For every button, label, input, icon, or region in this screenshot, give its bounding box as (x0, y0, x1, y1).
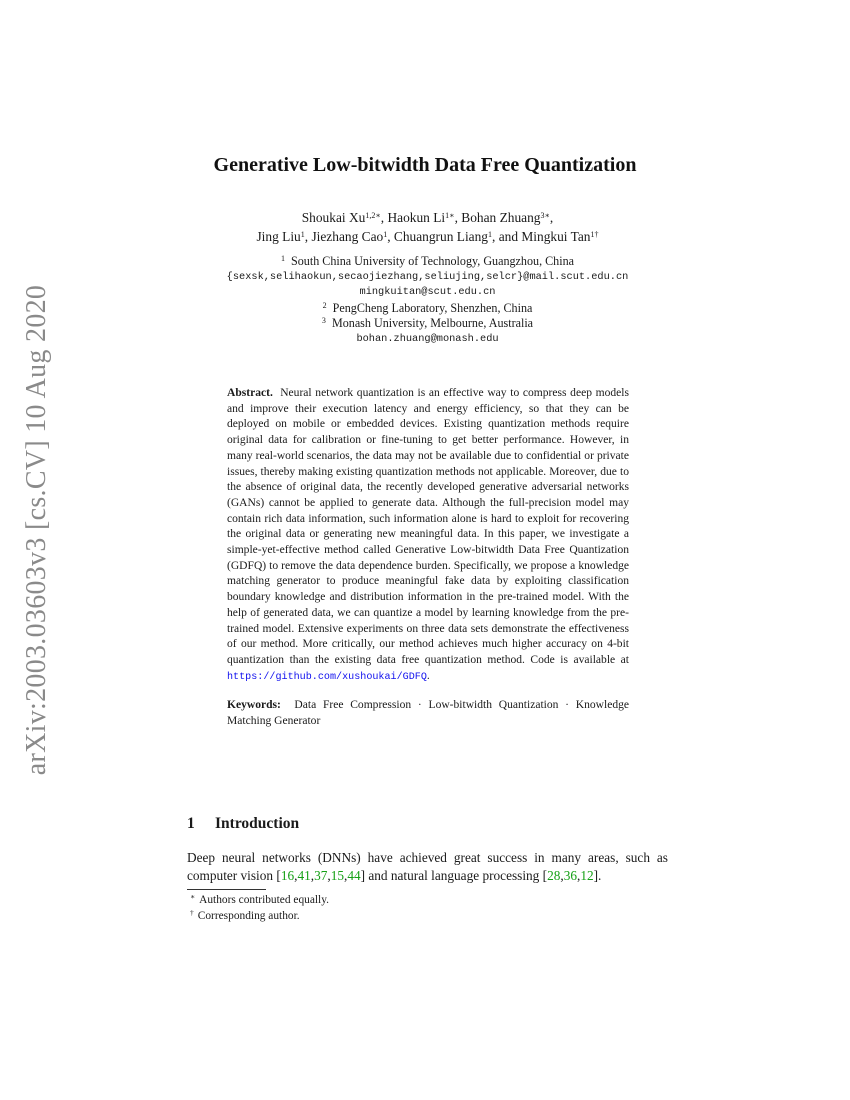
abstract-end: . (426, 669, 430, 682)
abstract-text: Neural network quantization is an effective way to compress deep models and improve their execution latency and energy efficiency, so that they can be deployed on mobile or embedded devices. Existing quantization methods require original data for calibration or fine-tuning to get better performance. However, in many real-world scenarios, the data may not be available due to confidential or private issues, thereby making existing quantization methods not applicable. Moreover, due to the absence of original data, the recently developed generative adversarial networks (GANs) cannot be applied to generate data. Although the full-precision model may contain rich data information, such information alone is hard to exploit for recovering the original data or generating new meaningful data. In this paper, we investigate a simple-yet-effective method called Generative Low-bitwidth Data Free Quantization (GDFQ) to remove the data dependence burden. Specifically, we propose a knowledge matching generator to produce meaningful fake data by exploiting classification boundary knowledge and distribution information in the pre-trained model. With the help of generated data, we can quantize a model by learning knowledge from the pre-trained model. Extensive experiments on three data sets demonstrate the effectiveness of our method. More critically, our method achieves much higher accuracy on 4-bit quantization than the existing data free quantization method. Code is available at (227, 387, 629, 666)
footnote-mark: ∗ (190, 892, 196, 901)
abstract-label: Abstract. (227, 387, 273, 399)
author-sep: , (380, 210, 388, 225)
abstract-block (227, 386, 629, 730)
footnote (190, 909, 329, 925)
author-name: Shoukai Xu (301, 210, 366, 225)
citation-link[interactable]: 44 (347, 868, 361, 883)
author-sep: , (387, 229, 394, 244)
author-name: Jiezhang Cao (311, 229, 384, 244)
author-name: Bohan Zhuang (461, 210, 541, 225)
author-sep: , (304, 229, 312, 244)
author-sep: , (549, 210, 554, 225)
citation-link[interactable]: 37 (314, 868, 328, 883)
author-sep: , (454, 210, 462, 225)
keywords-text: Data Free Compression · Low-bitwidth Quantization · Knowledge Matching Generator (227, 699, 629, 728)
affiliation-3 (0, 316, 850, 332)
affil-name: Monash University, Melbourne, Australia (331, 316, 534, 331)
citation-link[interactable]: 16 (280, 868, 295, 883)
intro-text: ] and natural language processing [ (360, 868, 548, 883)
intro-text: Deep neural networks (DNNs) have achieved great success in many areas, such as computer vision [ (187, 850, 668, 883)
affil-name: PengCheng Laboratory, Shenzhen, China (332, 300, 533, 315)
affil-name: South China University of Technology, Guangzhou, China (291, 254, 575, 268)
author-mark: 1 (488, 230, 492, 239)
citation-link[interactable]: 36 (563, 868, 577, 883)
footnote-rule (187, 889, 266, 890)
affiliations (0, 254, 850, 348)
arxiv-identifier: arXiv:2003.03603v3 [cs.CV] 10 Aug 2020 (21, 284, 52, 776)
footnote (190, 893, 329, 909)
author-mark: 3∗ (540, 211, 550, 220)
author-mark: 1∗ (445, 211, 455, 220)
citation-link[interactable]: 28 (547, 868, 561, 883)
author-name: Chuangrun Liang (393, 229, 488, 244)
keywords-paragraph (227, 698, 629, 729)
intro-text: ]. (593, 868, 602, 883)
author-mark: 1 (300, 230, 305, 239)
citation-link[interactable]: 15 (330, 868, 344, 883)
affiliation-2 (0, 301, 850, 317)
intro-paragraph: Deep neural networks (DNNs) have achieved great success in many areas, such as computer vision [16,41,37,15,44] and natural language processing [28,36,12]. (187, 850, 668, 883)
footnote-text: Authors contributed equally. (199, 894, 330, 906)
footnote-mark: † (190, 907, 194, 917)
author-name: Jing Liu (256, 229, 301, 244)
author-mark: 1,2∗ (365, 211, 381, 220)
section-title: Introduction (215, 815, 300, 832)
author-mark: 1 (383, 230, 388, 239)
section-number: 1 (187, 815, 195, 832)
citation-link[interactable]: 12 (580, 868, 594, 883)
author-line-1 (0, 208, 850, 227)
author-sep: , and (492, 229, 522, 244)
code-link[interactable]: https://github.com/xushoukai/GDFQ (227, 671, 427, 683)
affil-email: {sexsk,selihaokun,secaojiezhang,seliujing,selcr}@mail.scut.edu.cn (226, 270, 629, 283)
affil-email: bohan.zhuang@monash.edu (356, 332, 499, 345)
affiliation-1 (0, 254, 850, 270)
citation-link[interactable]: 41 (297, 868, 311, 883)
author-list (0, 208, 850, 246)
author-line-2 (0, 227, 850, 246)
author-name: Haokun Li (387, 210, 446, 225)
affil-mark: 3 (321, 316, 326, 326)
affil-mark: 2 (322, 300, 327, 310)
section-heading (187, 815, 299, 833)
affil-mark: 1 (280, 254, 285, 263)
footnote-text: Corresponding author. (197, 909, 300, 922)
abstract-paragraph (227, 386, 629, 685)
affil-email: mingkuitan@scut.edu.cn (359, 286, 496, 299)
paper-title: Generative Low-bitwidth Data Free Quantization (213, 154, 637, 176)
keywords-label: Keywords: (227, 699, 281, 712)
author-mark: 1† (590, 230, 599, 239)
footnotes (190, 893, 329, 924)
author-name: Mingkui Tan (521, 229, 591, 244)
